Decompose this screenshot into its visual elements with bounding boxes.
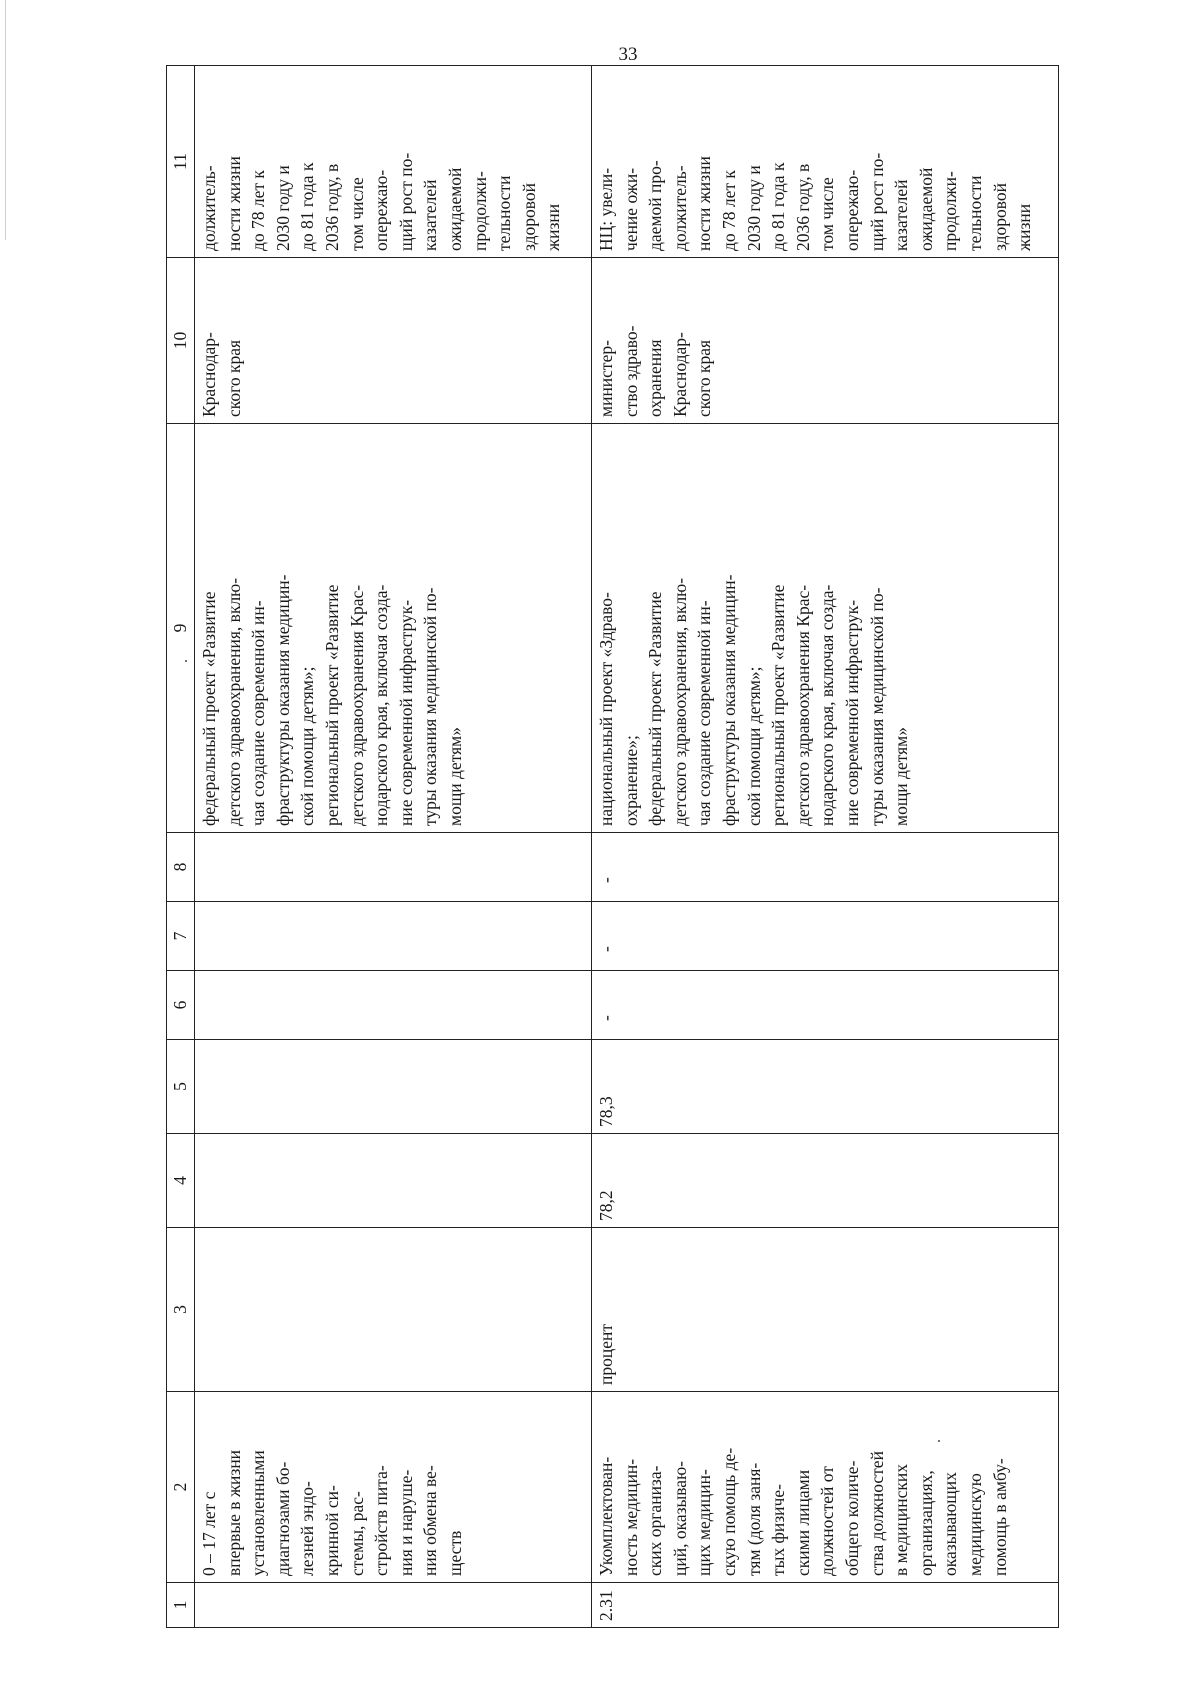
- cell-goal: НЦ: увели- чение ожи- даемой про- должитель- ности жизни до 78 лет к 2030 году и до 81 года к 2036 году, в том числе опережаю- щий рост по- казателей ожидаемой продолжи- тельности здоровой жизни: [592, 66, 1059, 258]
- cell-unit: процент: [592, 1228, 1059, 1392]
- cell-projects: федеральный проект «Развитие детского здравоохранения, вклю- чая создание современной ин- фраструктуры оказания медицин- ской помощи детям»; региональный проект «Развитие детского здравоохранения Крас- нодарского края, включая созда- ние современной инфраструк- туры оказания медицинской по- мощи детям»: [195, 424, 592, 833]
- header-col-4: 4: [167, 1134, 195, 1228]
- cell-value-col8: [195, 833, 592, 902]
- page-number: 33: [618, 44, 638, 65]
- header-col-6: 6: [167, 971, 195, 1040]
- table-row: [592, 66, 1059, 1628]
- cell-value-col8: -: [592, 833, 1059, 902]
- cell-unit: [195, 1228, 592, 1392]
- header-col-2: 2: [167, 1392, 195, 1583]
- cell-projects: национальный проект «Здраво- охранение»; федеральный проект «Развитие детского здравоохранения, вклю- чая создание современной ин- фраструктуры оказания медицин- ской помощи детям»; региональный проект «Развитие детского здравоохранения Крас- нодарского края, включая созда- ние современной инфраструк- туры оказания медицинской по- мощи детям»: [592, 424, 1059, 833]
- header-col-1: 1: [167, 1583, 195, 1628]
- header-col-10: 10: [167, 258, 195, 424]
- cell-value-col4: [195, 1134, 592, 1228]
- cell-value-col5: [195, 1040, 592, 1134]
- cell-value-col6: [195, 971, 592, 1040]
- scan-edge-mark: [5, 0, 6, 240]
- cell-number: [195, 1583, 592, 1628]
- rotated-table-container: [166, 66, 1058, 1628]
- header-col-5: 5: [167, 1040, 195, 1134]
- header-col-11: 11: [167, 66, 195, 258]
- cell-value-col4: 78,2: [592, 1134, 1059, 1228]
- cell-responsible: Краснодар- ского края: [195, 258, 592, 424]
- cell-value-col7: -: [592, 902, 1059, 971]
- header-col-9: 9: [167, 424, 195, 833]
- header-col-8: 8: [167, 833, 195, 902]
- cell-value-col7: [195, 902, 592, 971]
- cell-goal: должитель- ности жизни до 78 лет к 2030 году и до 81 года к 2036 году, в том числе опережаю- щий рост по- казателей ожидаемой продолжи- тельности здоровой жизни: [195, 66, 592, 258]
- header-col-3: 3: [167, 1228, 195, 1392]
- cell-number: 2.31: [592, 1583, 1059, 1628]
- cell-value-col5: 78,3: [592, 1040, 1059, 1134]
- header-row: [167, 66, 195, 1628]
- table-row: [195, 66, 592, 1628]
- indicators-table: [166, 65, 1059, 1628]
- cell-indicator-name: 0 – 17 лет с впервые в жизни установленными диагнозами бо- лезней эндо- кринной си- стемы, рас- стройств пита- ния и наруше- ния обмена ве- ществ: [195, 1392, 592, 1583]
- header-col-7: 7: [167, 902, 195, 971]
- cell-responsible: министер- ство здраво- охранения Краснодар- ского края: [592, 258, 1059, 424]
- cell-indicator-name: Укомплектован- ность медицин- ских организа- ций, оказываю- щих медицин- скую помощь де- тям (доля заня- тых физиче- скими лицами должностей от общего количе- ства должностей в медицинских организациях, оказывающих медицинскую помощь в амбу-: [592, 1392, 1059, 1583]
- cell-value-col6: -: [592, 971, 1059, 1040]
